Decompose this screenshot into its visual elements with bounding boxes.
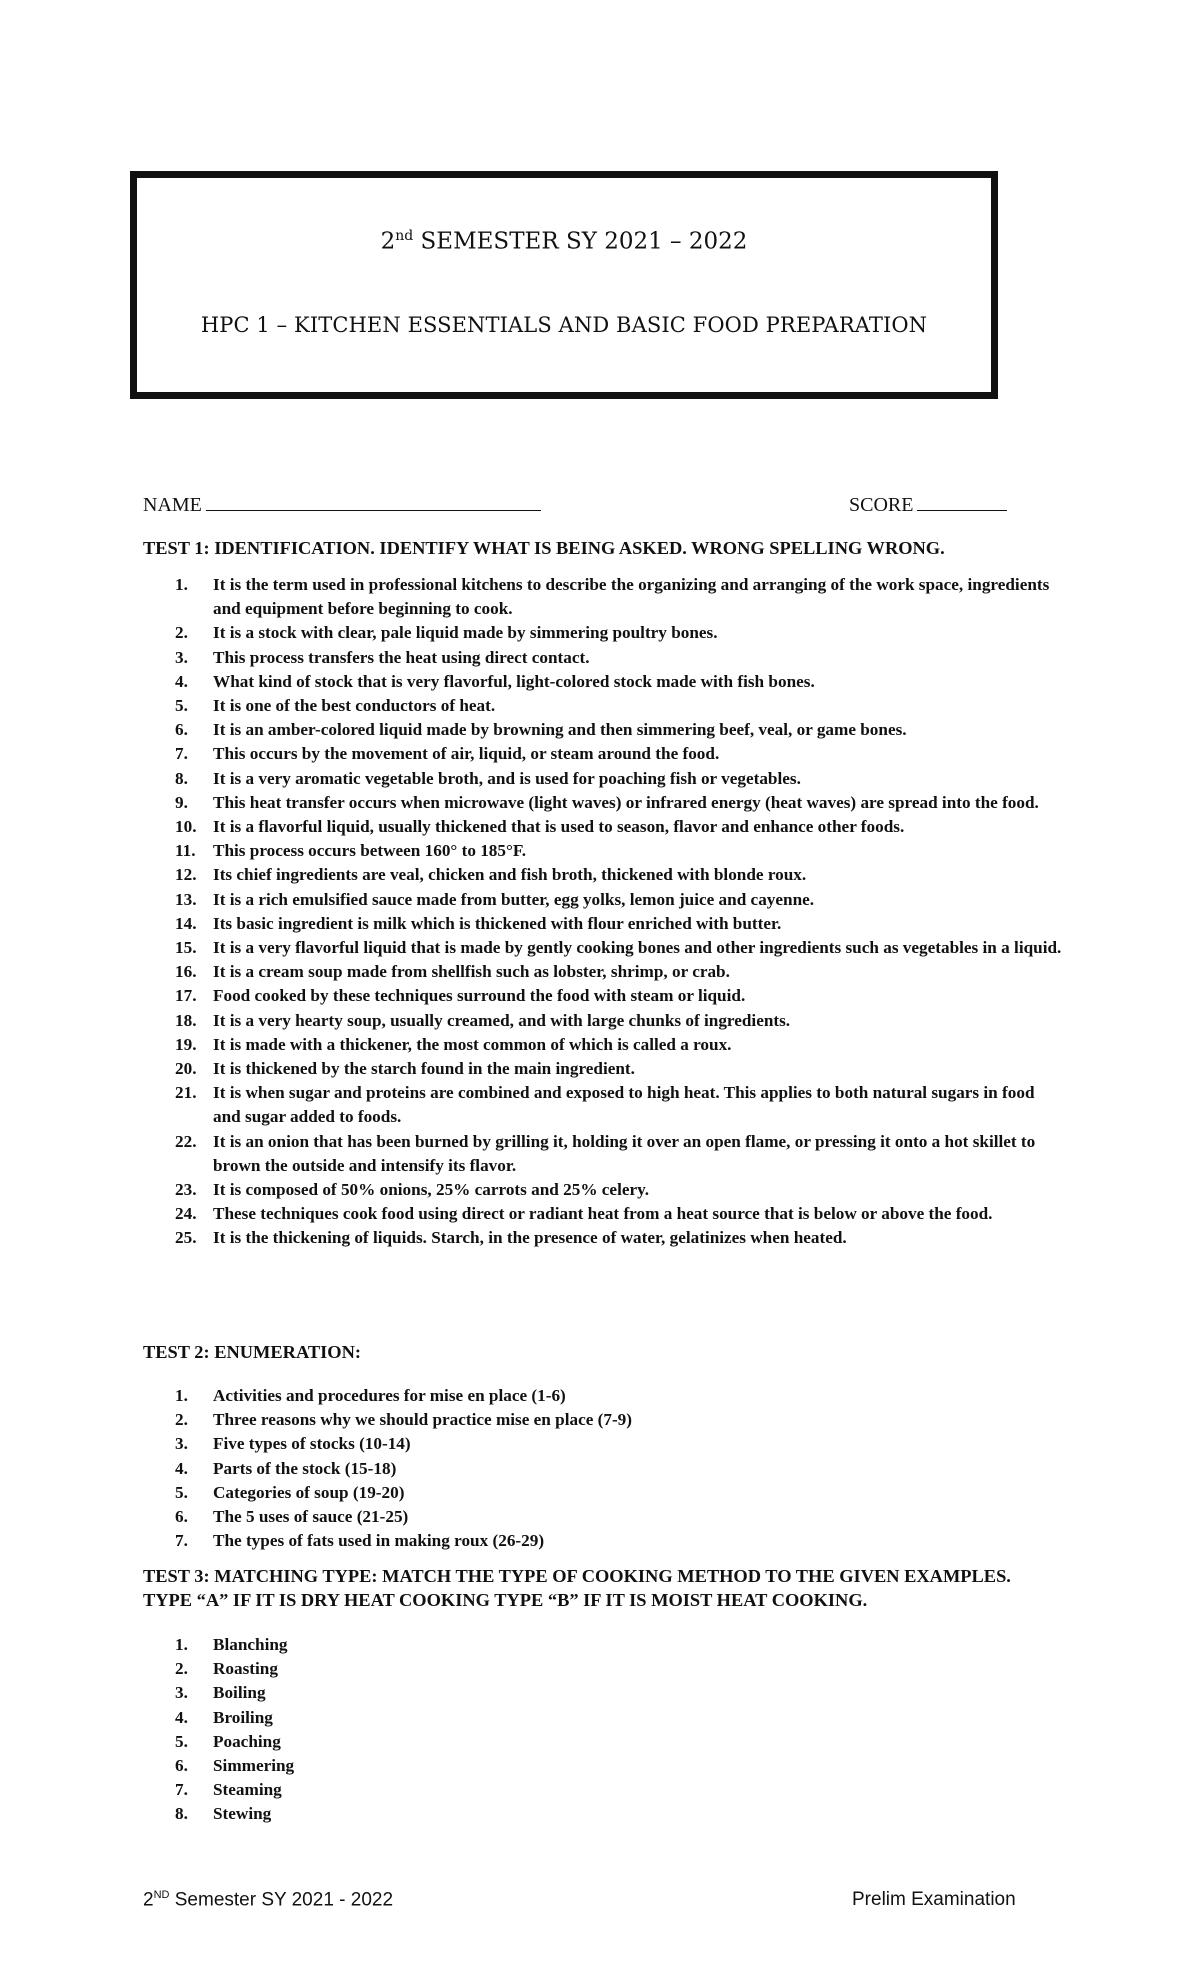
footer-semester: 2ND Semester SY 2021 - 2022	[143, 1889, 394, 1911]
question-number: 14.	[175, 913, 197, 933]
name-blank	[206, 494, 541, 511]
question-text: It is the term used in professional kitchens to describe the organizing and arranging of the work space, ingredients and equipment before beginning to cook.	[213, 575, 1050, 619]
question-item	[143, 670, 1063, 694]
question-text: Categories of soup (19-20)	[213, 1482, 405, 1502]
question-number: 13.	[175, 889, 197, 909]
question-text: It is one of the best conductors of heat.	[213, 696, 496, 716]
question-number: 8.	[175, 768, 188, 788]
question-number: 7.	[175, 1531, 188, 1551]
exam-header-box	[130, 171, 998, 399]
question-item	[143, 573, 1063, 621]
question-item	[143, 1178, 1063, 1202]
question-number: 16.	[175, 962, 197, 982]
question-text: It is a very flavorful liquid that is made by gently cooking bones and other ingredients such as vegetables in a liquid.	[213, 938, 1062, 958]
question-text: Activities and procedures for mise en place (1-6)	[213, 1386, 566, 1405]
question-number: 1.	[175, 575, 188, 594]
question-number: 15.	[175, 938, 197, 958]
question-item	[143, 1730, 1063, 1754]
question-number: 25.	[175, 1228, 197, 1248]
question-number: 7.	[175, 1780, 188, 1800]
question-text: Broiling	[213, 1707, 273, 1727]
question-item	[143, 984, 1063, 1008]
question-number: 5.	[175, 696, 188, 716]
question-text: It is a stock with clear, pale liquid made by simmering poultry bones.	[213, 623, 718, 643]
question-number: 21.	[175, 1083, 197, 1103]
question-text: Stewing	[213, 1804, 272, 1824]
question-item	[143, 1081, 1063, 1129]
question-number: 19.	[175, 1034, 197, 1054]
question-text: It is a rich emulsified sauce made from butter, egg yolks, lemon juice and cayenne.	[213, 889, 815, 909]
question-text: It is the thickening of liquids. Starch, in the presence of water, gelatinizes when heated.	[213, 1228, 847, 1248]
question-text: It is a very hearty soup, usually creamed, and with large chunks of ingredients.	[213, 1010, 791, 1030]
question-item	[143, 1226, 1063, 1250]
score-blank	[917, 494, 1007, 511]
question-item	[143, 1681, 1063, 1705]
question-number: 9.	[175, 792, 188, 812]
name-label: NAME	[143, 494, 202, 516]
question-number: 2.	[175, 623, 188, 643]
question-item	[143, 1384, 1063, 1408]
question-number: 1.	[175, 1386, 188, 1405]
question-text: Food cooked by these techniques surround the food with steam or liquid.	[213, 986, 746, 1006]
question-item	[143, 1633, 1063, 1657]
test1-question-list	[143, 573, 1063, 1251]
question-text: Roasting	[213, 1659, 278, 1679]
question-number: 20.	[175, 1059, 197, 1079]
question-text: This process occurs between 160° to 185°F.	[213, 841, 527, 861]
question-number: 11.	[175, 841, 196, 861]
question-number: 5.	[175, 1482, 188, 1502]
question-item	[143, 1009, 1063, 1033]
question-text: It is thickened by the starch found in the main ingredient.	[213, 1059, 635, 1079]
question-item	[143, 1457, 1063, 1481]
question-text: It is a cream soup made from shellfish such as lobster, shrimp, or crab.	[213, 962, 730, 982]
name-field	[143, 494, 541, 517]
question-number: 4.	[175, 1707, 188, 1727]
question-number: 2.	[175, 1410, 188, 1430]
question-item	[143, 815, 1063, 839]
question-text: Steaming	[213, 1780, 282, 1800]
footer-exam-type: Prelim Examination	[852, 1889, 1016, 1910]
question-item	[143, 718, 1063, 742]
question-item	[143, 1802, 1063, 1826]
question-item	[143, 646, 1063, 670]
semester-title: 2nd SEMESTER SY 2021 – 2022	[380, 228, 748, 255]
question-item	[143, 1481, 1063, 1505]
question-item	[143, 1057, 1063, 1081]
question-text: It is an onion that has been burned by grilling it, holding it over an open flame, or pressing it onto a hot skillet to brown the outside and intensify its flavor.	[213, 1131, 1036, 1175]
question-text: It is composed of 50% onions, 25% carrots and 25% celery.	[213, 1180, 650, 1200]
question-item	[143, 888, 1063, 912]
question-item	[143, 912, 1063, 936]
question-item	[143, 1706, 1063, 1730]
test2-question-list	[143, 1384, 1063, 1553]
score-field	[849, 494, 1007, 517]
test3-heading: TEST 3: MATCHING TYPE: MATCH THE TYPE OF COOKING METHOD TO THE GIVEN EXAMPLES. TYPE “A” IF IT IS DRY HEAT COOKING TYPE “B” IF IT IS MOIST HEAT COOKING.	[143, 1566, 1011, 1610]
question-text: Boiling	[213, 1683, 266, 1703]
question-item	[143, 1529, 1063, 1553]
question-item	[143, 1432, 1063, 1456]
question-item	[143, 1778, 1063, 1802]
question-number: 6.	[175, 1756, 188, 1776]
question-number: 10.	[175, 817, 197, 837]
question-item	[143, 1754, 1063, 1778]
question-item	[143, 1202, 1063, 1226]
question-item	[143, 1130, 1063, 1178]
score-label: SCORE	[849, 494, 914, 516]
question-number: 4.	[175, 671, 188, 691]
question-item	[143, 621, 1063, 645]
question-number: 6.	[175, 720, 188, 740]
question-number: 18.	[175, 1010, 197, 1030]
question-text: These techniques cook food using direct or radiant heat from a heat source that is below or above the food.	[213, 1204, 993, 1224]
question-text: It is an amber-colored liquid made by browning and then simmering beef, veal, or game bones.	[213, 720, 907, 740]
question-item	[143, 863, 1063, 887]
question-item	[143, 960, 1063, 984]
question-text: It is a flavorful liquid, usually thickened that is used to season, flavor and enhance other foods.	[213, 817, 905, 837]
question-number: 24.	[175, 1204, 197, 1224]
question-item	[143, 767, 1063, 791]
question-item	[143, 1033, 1063, 1057]
question-number: 2.	[175, 1659, 188, 1679]
question-number: 3.	[175, 1434, 188, 1454]
test3-question-list	[143, 1633, 1063, 1827]
question-text: It is when sugar and proteins are combined and exposed to high heat. This applies to both natural sugars in food and sugar added to foods.	[213, 1083, 1035, 1127]
question-number: 22.	[175, 1131, 197, 1151]
test2-heading: TEST 2: ENUMERATION:	[143, 1342, 361, 1362]
question-number: 7.	[175, 744, 188, 764]
question-text: What kind of stock that is very flavorful, light-colored stock made with fish bones.	[213, 671, 815, 691]
course-title: HPC 1 – KITCHEN ESSENTIALS AND BASIC FOOD PREPARATION	[200, 313, 928, 337]
question-number: 17.	[175, 986, 197, 1006]
question-text: The types of fats used in making roux (26-29)	[213, 1531, 545, 1551]
question-text: It is made with a thickener, the most common of which is called a roux.	[213, 1034, 732, 1054]
question-text: Five types of stocks (10-14)	[213, 1434, 411, 1454]
question-number: 4.	[175, 1458, 188, 1478]
question-text: This occurs by the movement of air, liquid, or steam around the food.	[213, 744, 720, 764]
question-item	[143, 936, 1063, 960]
question-text: Its chief ingredients are veal, chicken and fish broth, thickened with blonde roux.	[213, 865, 807, 885]
question-number: 23.	[175, 1180, 197, 1200]
question-item	[143, 1505, 1063, 1529]
question-number: 3.	[175, 1683, 188, 1703]
test1-heading: TEST 1: IDENTIFICATION. IDENTIFY WHAT IS BEING ASKED. WRONG SPELLING WRONG.	[143, 538, 945, 558]
question-number: 5.	[175, 1731, 188, 1751]
question-item	[143, 1408, 1063, 1432]
question-number: 3.	[175, 647, 188, 667]
question-item	[143, 791, 1063, 815]
question-text: Three reasons why we should practice mise en place (7-9)	[213, 1410, 632, 1430]
question-item	[143, 694, 1063, 718]
question-text: The 5 uses of sauce (21-25)	[213, 1507, 409, 1527]
question-text: This heat transfer occurs when microwave (light waves) or infrared energy (heat waves) are spread into the food.	[213, 792, 1039, 812]
question-text: Poaching	[213, 1731, 281, 1751]
question-item	[143, 1657, 1063, 1681]
question-number: 12.	[175, 865, 197, 885]
question-number: 1.	[175, 1635, 188, 1654]
question-text: It is a very aromatic vegetable broth, and is used for poaching fish or vegetables.	[213, 768, 801, 788]
question-number: 8.	[175, 1804, 188, 1824]
question-text: Simmering	[213, 1756, 295, 1776]
question-text: Blanching	[213, 1635, 288, 1654]
question-text: Parts of the stock (15-18)	[213, 1458, 397, 1478]
question-item	[143, 742, 1063, 766]
question-item	[143, 839, 1063, 863]
question-text: This process transfers the heat using direct contact.	[213, 647, 590, 667]
question-text: Its basic ingredient is milk which is thickened with flour enriched with butter.	[213, 913, 782, 933]
question-number: 6.	[175, 1507, 188, 1527]
